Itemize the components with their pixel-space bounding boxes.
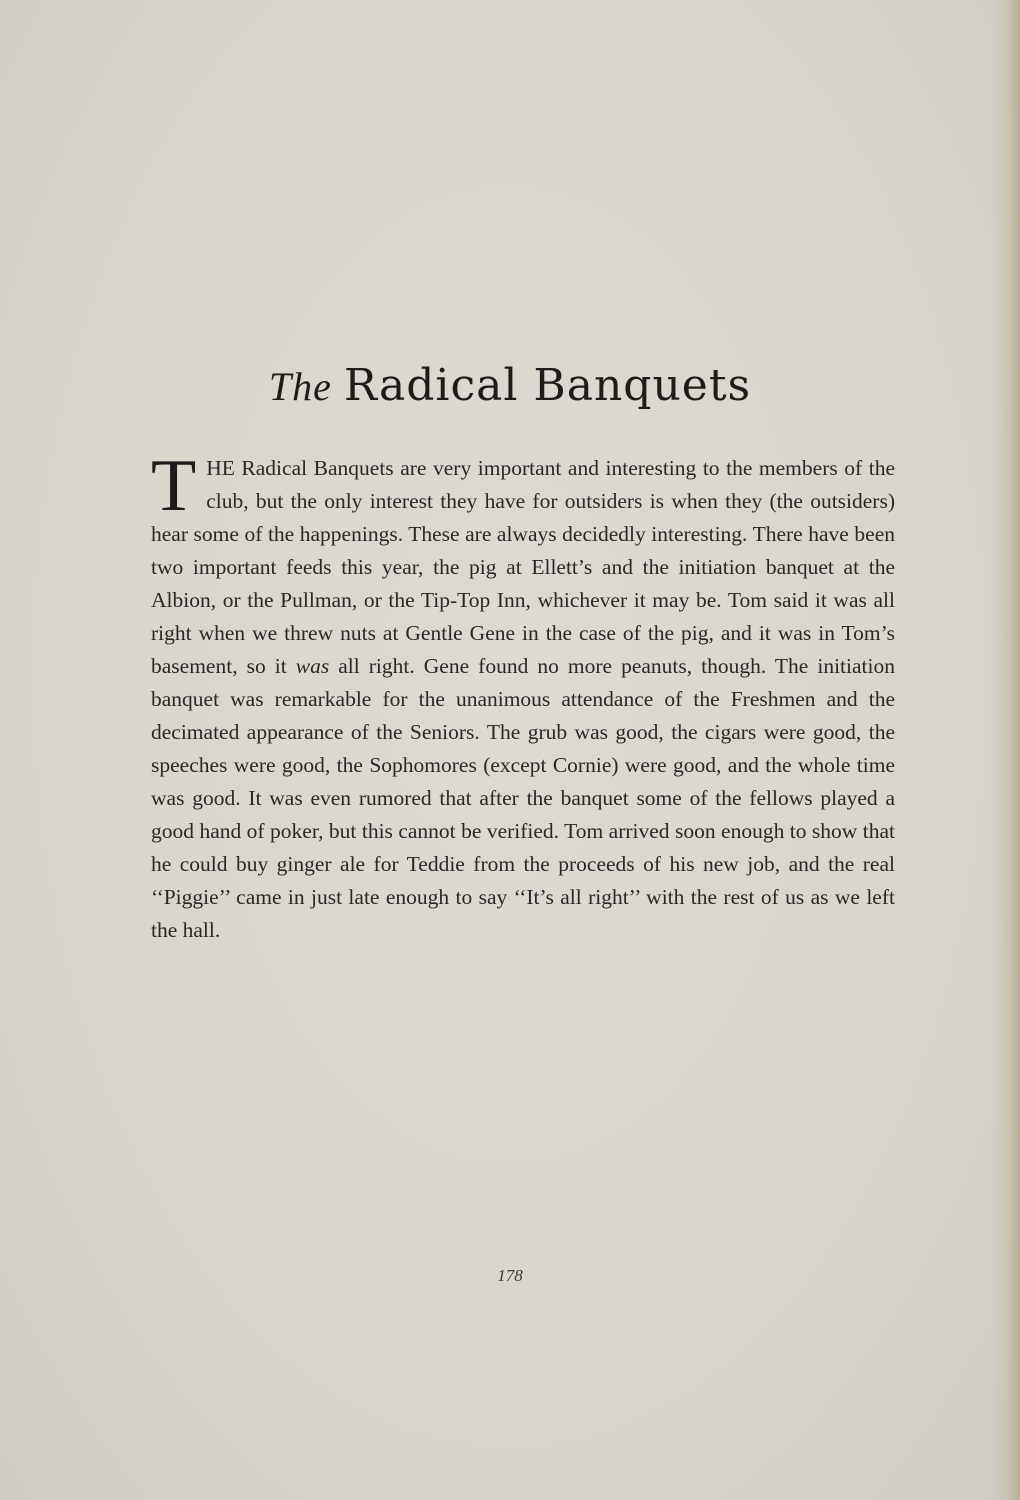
first-word-rest: HE [206, 456, 235, 480]
title-main: Radical Banquets [343, 360, 752, 411]
page-number: 178 [497, 1266, 523, 1285]
title-prefix: The [268, 364, 332, 409]
paragraph-text-part-1: Radical Banquets are very important and interesting to the members of the club, but the only interest they have for outsiders is when they (the outsiders) hear some of the happenings. These are always decidedly interesting. There have been two important feeds this year, the pig at Ellett’s and the initiation banquet at the Albion, or the Pullman, or the Tip-Top Inn, whichever it may be. Tom said it was all right when we threw nuts at Gentle Gene in the case of the pig, and it was in Tom’s basement, so it [151, 456, 895, 678]
paragraph-text-part-2: all right. Gene found no more peanuts, though. The initiation banquet was remarkable for the unanimous attendance of the Freshmen and the decimated appearance of the Seniors. The grub was good, the cigars were good, the speeches were good, the Sophomores (except Cornie) were good, and the whole time was good. It was even rumored that after the banquet some of the fellows played a good hand of poker, but this cannot be verified. Tom arrived soon enough to show that he could buy ginger ale for Teddie from the proceeds of his new job, and the real ‘‘Piggie’’ came in just late enough to say ‘‘It’s all right’’ with the rest of us as we left the hall. [151, 654, 895, 942]
body-paragraph [151, 445, 895, 947]
drop-cap: T [151, 445, 197, 527]
page-title [0, 360, 1020, 411]
italic-word: was [295, 654, 330, 678]
